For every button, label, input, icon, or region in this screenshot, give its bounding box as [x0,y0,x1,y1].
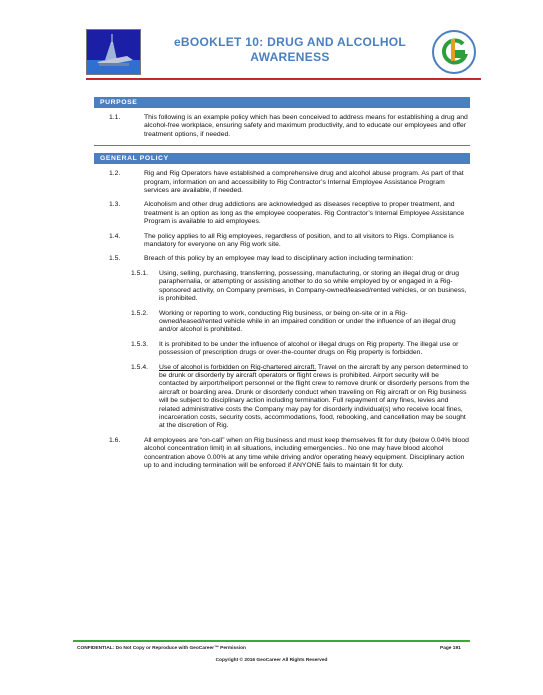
item-text: Breach of this policy by an employee may lead to disciplinary action including termination: [144,255,414,263]
confidential-notice: CONFIDENTIAL: Do Not Copy or Reproduce with GeoCareer™ Permission [77,646,246,651]
policy-subitem [94,341,470,358]
subitem-text: It is prohibited to be under the influence of alcohol or illegal drugs on Rig property. The illegal use or possession of prescription drugs or over-the-counter drugs on Rig property is forbidden. [159,340,459,357]
subitem-number: 1.5.3. [131,340,149,348]
copyright-notice: Copyright © 2016 GeoCareer All Rights Reserved [215,658,328,663]
document-body [94,97,470,476]
item-number: 1.4. [109,232,121,240]
header-rule [86,78,481,80]
item-text: All employees are “on-call” when on Rig business and must keep themselves fit for duty (below 0.04% blood alcohol concentration limit) in all situations, including emergencies.. No one may have blood alcohol concentration above 0.00% at any time while driving and/or operating heavy equipment. Disciplinary action up to and including termination will be enforced if ANYONE fails to maintain fit for duty. [144,436,469,469]
subitem-number: 1.5.2. [131,309,149,317]
item-number: 1.5. [109,255,121,263]
geocareer-logo-icon [431,29,477,75]
footer-rule [73,640,470,642]
subitem-text [159,364,470,431]
policy-item [94,233,470,250]
subitem-text-rest: Travel on the aircraft by any person determined to be drunk or disorderly by aircraft operators or flight crews is prohibited. Airport security will be contacted by airport/heliport personnel or the flight crew to remove drunk or disorderly persons from the aircraft or boarding area. Drunk or disorderly conduct when traveling on Rig aircraft or on Rig business will be subject to disciplinary action including termination. Full repayment of any fines, levies and related administrative costs the Company may pay for disorderly individual(s) who receive local fines, incarceration costs, security costs, accommodations, food, rebooking, and cancellation may be sought at the discretion of Rig. [159,363,470,430]
subitem-number: 1.5.1. [131,269,149,277]
title-line-1: eBOOKLET 10: DRUG AND ALCOLHOL [173,35,407,49]
section-heading-purpose: PURPOSE [94,97,470,108]
item-number: 1.3. [109,201,121,209]
item-text: Rig and Rig Operators have established a comprehensive drug and alcohol abuse program. As part of that program, information on and accessibility to Rig Contractor’s Internal Employee Assistance Program services are available, if needed. [144,170,464,195]
item-number: 1.1. [109,114,121,121]
policy-item [94,437,470,471]
document-title [160,35,420,65]
oil-rig-image [86,29,141,75]
policy-subitem [94,310,470,335]
page-number: Page 191 [440,646,461,651]
item-text: Alcoholism and other drug addictions are acknowledged as diseases receptive to proper treatment, and treatment is an option as long as the employee cooperates. Rig Contractor’s Internal Employee Assistance Program is available to aid employees. [144,201,465,226]
policy-item [94,201,470,226]
policy-subitem [94,270,470,304]
policy-item [94,255,470,263]
policy-item [94,170,470,195]
item-number: 1.6. [109,436,121,444]
policy-item [94,114,470,139]
section-heading-general-policy: GENERAL POLICY [94,153,470,164]
subitem-number: 1.5.4. [131,363,149,371]
item-text: The policy applies to all Rig employees, regardless of position, and to all visitors to Rigs. Compliance is mandatory for everyone on any Rig work site. [144,232,454,249]
subitem-text: Using, selling, purchasing, transferring, possessing, manufacturing, or storing an illegal drug or drug paraphernalia, or attempting or assisting another to do so while employed by or engaged in a Rig-sponsored activity, on Company premises, in Company-owned/leased/rented vehicles, or on business, is prohibited. [159,269,467,303]
item-number: 1.2. [109,170,121,178]
subitem-text: Working or reporting to work, conducting Rig business, or being on-site or in a Rig-owned/leased/rented vehicle while in an impaired condition or under the influence of an illegal drug and/or alcohol is prohibited. [159,309,456,334]
page-header [0,0,543,80]
section-divider [94,145,470,146]
item-text: This following is an example policy which has been conceived to address means for establishing a drug and alcohol-free workplace, ensuring safety and maximum productivity, and to educate our employees and offer treatment options, if needed. [144,114,468,138]
policy-subitem [94,364,470,431]
underlined-text: Use of alcohol is forbidden on Rig-chartered aircraft. [159,363,317,371]
title-line-2: AWARENESS [250,50,330,64]
